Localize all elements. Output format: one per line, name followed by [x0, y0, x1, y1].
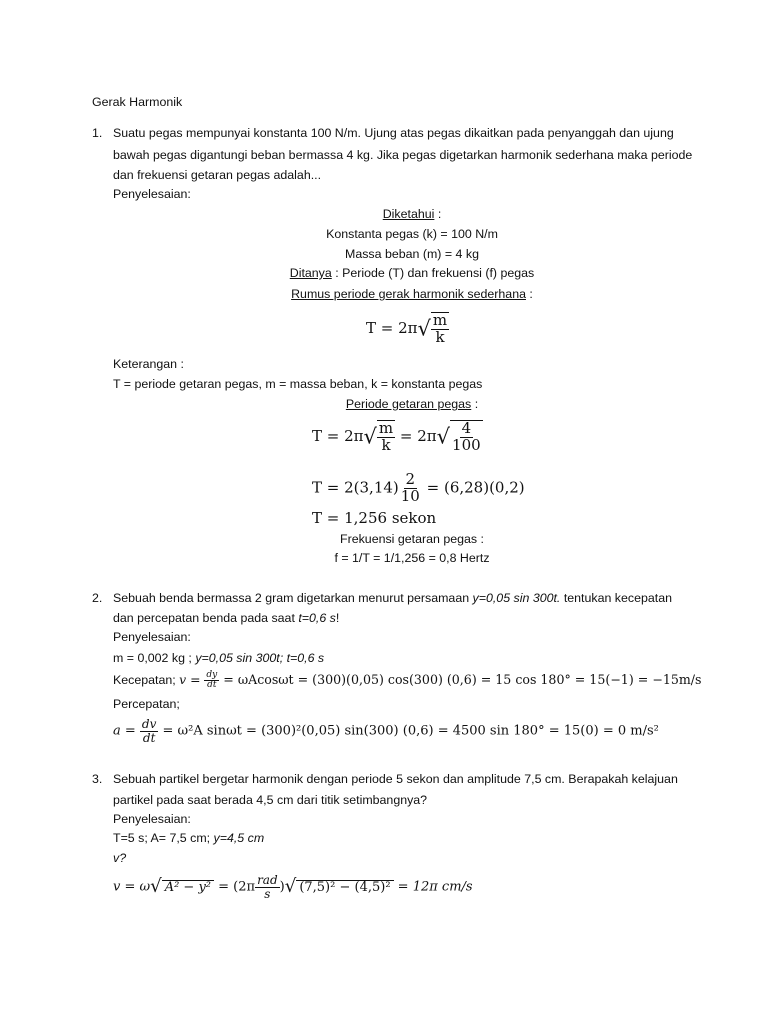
q3-formula — [113, 874, 473, 900]
q2-a-formula — [113, 718, 659, 744]
q1-calc1-den: k — [381, 435, 391, 454]
q2-v-lhs: v = — [179, 672, 205, 688]
q1-konstanta: Konstanta pegas (k) = 100 N/m — [326, 227, 498, 241]
q1-diketahui — [100, 208, 724, 220]
q1-calc-2 — [312, 472, 525, 505]
q1-calc2-num: 2 — [405, 470, 416, 488]
q2-line-1 — [113, 592, 672, 604]
q2-line2-c: ! — [335, 611, 340, 625]
q1-ditanya-text: : Periode (T) dan frekuensi (f) pegas — [331, 266, 535, 280]
q1-keterangan: Keterangan : — [113, 357, 184, 371]
q1-keterangan-text: T = periode getaran pegas, m = massa beban, k = konstanta pegas — [113, 377, 483, 391]
q3-ask: v? — [113, 851, 127, 865]
q1-calc1-frac — [377, 420, 395, 454]
q3-f-lhs: v = ω — [113, 879, 151, 895]
q2-line1-b: y=0,05 sin 300t. — [472, 591, 561, 605]
q1-number: 1. — [92, 126, 103, 140]
q2-line-2 — [113, 612, 339, 624]
q2-line1-a: Sebuah benda bermassa 2 gram digetarkan menurut persamaan — [113, 591, 473, 605]
q1-ditanya — [100, 267, 724, 279]
q1-line-3: dan frekuensi getaran pegas adalah... — [113, 168, 322, 182]
q1-calc1-lhs: T = 2π — [312, 426, 364, 445]
q1-formula-fraction — [431, 312, 449, 346]
q1-formula — [366, 312, 449, 346]
q2-line2-a: dan percepatan benda pada saat — [113, 611, 299, 625]
q1-massa: Massa beban (m) = 4 kg — [345, 247, 479, 261]
q1-formula-num: m — [432, 311, 448, 329]
q3-line-2: partikel pada saat berada 4,5 cm dari titik setimbangnya? — [113, 793, 428, 807]
q3-f-rad1: A² − y² — [162, 880, 214, 894]
sqrt-sign: √ — [150, 875, 162, 897]
sqrt-sign: √ — [284, 875, 297, 897]
q1-diketahui-colon: : — [434, 207, 442, 221]
q2-kecepatan-label: Kecepatan; — [113, 673, 180, 688]
q2-given-b: y=0,05 sin 300t; t=0,6 s — [195, 651, 325, 665]
q1-ditanya-label: Ditanya — [289, 266, 332, 280]
q3-f-mid1: = (2π — [214, 879, 256, 895]
q2-v-num: dy — [206, 670, 218, 680]
q2-a-den: dt — [142, 730, 156, 745]
q1-calc2-den: 10 — [400, 486, 420, 505]
q1-calc-1 — [312, 420, 483, 454]
q1-rumus-label: Rumus periode gerak harmonik sederhana — [291, 287, 526, 301]
q2-a-num: dv — [141, 717, 157, 731]
q1-calc1-den2: 100 — [452, 435, 481, 454]
q1-frekuensi: Frekuensi getaran pegas : — [340, 532, 484, 546]
q2-percepatan: Percepatan; — [113, 697, 180, 711]
q2-penyelesaian: Penyelesaian: — [113, 630, 191, 644]
q1-line-1: Suatu pegas mempunyai konstanta 100 N/m. Ujung atas pegas dikaitkan pada penyanggah dan ujung — [113, 126, 674, 140]
sqrt-sign: √ — [417, 316, 431, 341]
q2-v-frac — [204, 671, 219, 691]
q3-given-b: y=4,5 cm — [213, 831, 265, 845]
q1-line-2: bawah pegas digantungi beban bermassa 4 kg. Jika pegas digetarkan harmonik sederhana maka periode — [113, 148, 693, 162]
q1-periode-colon: : — [471, 397, 479, 411]
q3-f-rad2: (7,5)² − (4,5)² — [296, 880, 393, 894]
q2-line2-b: t=0,6 s — [298, 611, 336, 625]
q1-calc2-rhs: = (6,28)(0,2) — [421, 478, 525, 497]
sqrt-sign: √ — [436, 424, 451, 449]
q2-v-rhs: = ωAcosωt = (300)(0,05) cos(300) (0,6) = 15 cos 180° = 15(−1) = −15m/s — [219, 672, 702, 688]
q1-frekuensi-calc: f = 1/T = 1/1,256 = 0,8 Hertz — [334, 551, 490, 565]
q1-calc-3: T = 1,256 sekon — [312, 509, 437, 527]
q2-given — [113, 652, 324, 664]
q1-penyelesaian: Penyelesaian: — [113, 187, 191, 201]
q1-calc1-num: m — [378, 419, 394, 437]
sqrt-sign: √ — [363, 424, 377, 449]
q2-line1-c: tentukan kecepatan — [560, 591, 672, 605]
q1-diketahui-label: Diketahui — [382, 207, 435, 221]
q1-calc2-lhs: T = 2(3,14) — [312, 478, 399, 497]
q2-given-a: m = 0,002 kg ; — [113, 651, 196, 665]
page-title: Gerak Harmonik — [92, 95, 183, 109]
q3-f-frac — [255, 874, 280, 900]
q1-periode-label: Periode getaran pegas — [345, 397, 472, 411]
q3-number: 3. — [92, 772, 103, 786]
q1-rumus-colon: : — [525, 287, 533, 301]
q1-periode — [100, 398, 724, 410]
q3-line-1: Sebuah partikel bergetar harmonik dengan periode 5 sekon dan amplitude 7,5 cm. Berapakah kelajuan — [113, 772, 678, 786]
q3-f-mid2: ) — [279, 879, 285, 895]
q1-rumus — [100, 288, 724, 300]
q2-a-rhs: = ω²A sinωt = (300)²(0,05) sin(300) (0,6) = 4500 sin 180° = 15(0) = 0 m/s² — [158, 723, 659, 739]
q2-kecepatan — [113, 671, 702, 691]
q2-a-lhs: a = — [113, 723, 140, 739]
q1-calc1-frac2 — [450, 420, 483, 454]
q1-calc2-frac — [399, 472, 422, 505]
q3-f-num: rad — [257, 873, 278, 887]
q1-calc1-mid: = 2π — [395, 426, 437, 445]
q1-calc1-num2: 4 — [461, 419, 472, 437]
q3-penyelesaian: Penyelesaian: — [113, 812, 191, 826]
q3-f-rhs: = 12π cm/s — [393, 879, 473, 895]
q1-formula-lhs: T = 2π — [366, 318, 418, 337]
q2-a-frac — [140, 718, 158, 744]
q3-f-den: s — [264, 886, 271, 901]
q3-given-a: T=5 s; A= 7,5 cm; — [113, 831, 214, 845]
q2-number: 2. — [92, 591, 103, 605]
q2-v-den: dt — [207, 680, 217, 691]
q1-formula-den: k — [435, 327, 445, 346]
q3-given — [113, 832, 264, 844]
